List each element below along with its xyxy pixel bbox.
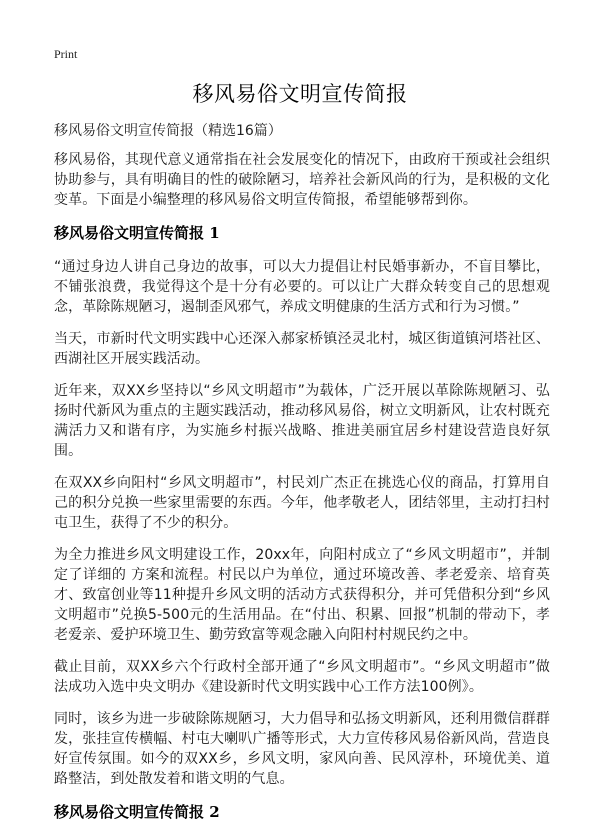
section-heading-2: 移风易俗文明宣传简报 2 <box>54 803 220 821</box>
document-subtitle: 移风易俗文明宣传简报（精选16篇） <box>54 123 282 139</box>
section-1-paragraph: 截止目前，双XX乡六个行政村全部开通了“乡风文明超市”。“乡风文明超市”做法成功入选中央文明办《建设新时代文明实践中心工作方法100例》。 <box>54 659 550 695</box>
document-title: 移风易俗文明宣传简报 <box>192 82 408 106</box>
section-1-paragraph: 当天，市新时代文明实践中心还深入郝家桥镇泾灵北村，城区街道镇河塔社区、西湖社区开展实践活动。 <box>54 331 550 367</box>
section-1-paragraph: 同时，该乡为进一步破除陈规陋习，大力倡导和弘扬文明新风，还利用微信群群发，张挂宣传横幅、村屯大喇叭广播等形式，大力宣传移风易俗新风尚，营造良好宣传氛围。如今的双XX乡，乡风文明，家风向善、民风淳朴，环境优美、道路整洁，到处散发着和谐文明的气息。 <box>54 711 550 787</box>
section-1-paragraph: 为全力推进乡风文明建设工作，20xx年，向阳村成立了“乡风文明超市”，并制定了详细的 方案和流程。村民以户为单位，通过环境改善、孝老爱亲、培育英才、致富创业等11种提升乡风文明的活动方式获得积分，并可凭借积分到“乡风文明超市”兑换5-500元的生活用品。在“付出、积累、回报”机制的带动下，孝老爱亲、爱护环境卫生、勤劳致富等观念融入向阳村村规民约之中。 <box>54 547 550 643</box>
section-1-paragraph: “通过身边人讲自己身边的故事，可以大力提倡让村民婚事新办，不盲目攀比，不铺张浪费，我觉得这个是十分有必要的。可以让广大群众转变自己的思想观念，革除陈规陋习，遏制歪风邪气，养成文明健康的生活方式和行为习惯。” <box>54 259 550 315</box>
print-label[interactable]: Print <box>54 47 78 61</box>
section-1-paragraph: 在双XX乡向阳村“乡风文明超市”，村民刘广杰正在挑选心仪的商品，打算用自己的积分兑换一些家里需要的东西。今年，他孝敬老人，团结邻里，主动打扫村屯卫生，获得了不少的积分。 <box>54 475 550 531</box>
document-body <box>54 150 550 836</box>
intro-paragraph: 移风易俗，其现代意义通常指在社会发展变化的情况下，由政府干预或社会组织协助参与，具有明确目的性的破除陋习，培养社会新风尚的行为，是积极的文化变革。下面是小编整理的移风易俗文明宣传简报，希望能够帮到你。 <box>54 152 550 208</box>
section-1-paragraph: 近年来，双XX乡坚持以“乡风文明超市”为载体，广泛开展以革除陈规陋习、弘扬时代新风为重点的主题实践活动，推动移风易俗，树立文明新风，让农村既充满活力又和谐有序，为实施乡村振兴战略、推进美丽宜居乡村建设营造良好氛围。 <box>54 383 550 459</box>
section-heading-1: 移风易俗文明宣传简报 1 <box>54 224 220 242</box>
